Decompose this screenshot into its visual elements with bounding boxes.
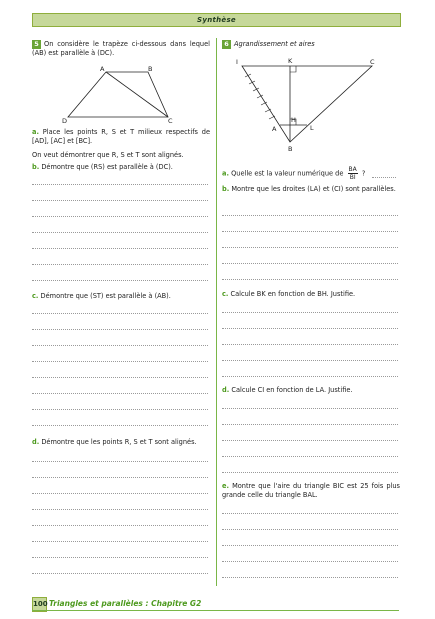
triangle-bic — [242, 66, 372, 142]
fraction-denominator: BI — [349, 174, 356, 181]
answer-line[interactable] — [222, 360, 398, 361]
right-angle-k — [290, 66, 296, 72]
ex6-c-label: c. — [222, 290, 229, 298]
footer-rule — [32, 610, 399, 611]
answer-line[interactable] — [32, 361, 208, 362]
answer-line[interactable] — [32, 525, 208, 526]
answer-line[interactable] — [222, 577, 398, 578]
answer-line[interactable] — [222, 561, 398, 562]
answer-line[interactable] — [222, 312, 398, 313]
ex6-question-a — [222, 166, 402, 181]
section-header: Synthèse — [32, 13, 401, 27]
answer-line[interactable] — [32, 313, 208, 314]
ex5-b-label: b. — [32, 163, 40, 171]
answer-line[interactable] — [222, 440, 398, 441]
answer-line[interactable] — [32, 232, 208, 233]
ex5-intro-text: On considère le trapèze ci-dessous dans lequel (AB) est parallèle à (DC). — [32, 40, 210, 57]
ex5-question-d — [32, 438, 212, 447]
ex6-e-label: e. — [222, 482, 229, 490]
answer-line[interactable] — [222, 344, 398, 345]
ex6-question-c — [222, 290, 402, 299]
point-c-label: C — [370, 58, 375, 66]
ex6-d-label: d. — [222, 386, 230, 394]
answer-line[interactable] — [222, 424, 398, 425]
ex5-note: On veut démontrer que R, S et T sont alignés. — [32, 151, 184, 159]
triangle-figure — [232, 56, 382, 156]
ex5-a-label: a. — [32, 128, 39, 136]
ex6-b-text: Montre que les droites (LA) et (CI) sont parallèles. — [231, 185, 396, 193]
column-divider — [216, 38, 217, 586]
answer-line[interactable] — [32, 329, 208, 330]
trapezoid-shape — [68, 72, 168, 117]
ex6-question-b — [222, 185, 400, 194]
ex6-e-text: Montre que l'aire du triangle BIC est 25 fois plus grande celle du triangle BAL. — [222, 482, 400, 499]
ex5-d-label: d. — [32, 438, 40, 446]
ex6-heading — [222, 40, 400, 49]
answer-line[interactable] — [32, 264, 208, 265]
answer-line[interactable] — [222, 231, 398, 232]
ex6-question-d — [222, 386, 402, 395]
ex6-c-text: Calcule BK en fonction de BH. Justifie. — [230, 290, 356, 298]
point-d-label: D — [62, 117, 68, 125]
point-i-label: I — [236, 58, 238, 66]
answer-line[interactable] — [32, 557, 208, 558]
point-a-label: A — [100, 65, 105, 73]
answer-line[interactable] — [32, 200, 208, 201]
diagonal-ac — [106, 72, 168, 117]
answer-line[interactable] — [32, 345, 208, 346]
trapezoid-figure — [60, 64, 190, 124]
page-number: 100 — [32, 597, 47, 612]
point-c-label: C — [168, 117, 173, 125]
ex6-a-question-mark: ? — [361, 169, 366, 178]
tick-marks — [245, 74, 275, 119]
answer-line[interactable] — [32, 541, 208, 542]
point-h-label: H — [291, 116, 296, 124]
answer-line[interactable] — [222, 545, 398, 546]
answer-line[interactable] — [222, 408, 398, 409]
point-b-label: B — [148, 65, 153, 73]
answer-line[interactable] — [222, 279, 398, 280]
answer-line[interactable] — [222, 513, 398, 514]
answer-line[interactable] — [32, 461, 208, 462]
chapter-title: Triangles et parallèles : Chapitre G2 — [49, 599, 202, 608]
answer-line[interactable] — [32, 280, 208, 281]
ex6-a-label: a. — [222, 169, 229, 178]
point-k-label: K — [288, 57, 293, 65]
ex6-number-badge: 6 — [222, 40, 231, 49]
ex5-question-b — [32, 163, 212, 172]
ex5-number-badge: 5 — [32, 40, 41, 49]
answer-line[interactable] — [32, 377, 208, 378]
answer-line[interactable] — [32, 393, 208, 394]
ex5-b-text: Démontre que (RS) est parallèle à (DC). — [41, 163, 173, 171]
answer-line[interactable] — [32, 477, 208, 478]
fraction-ba-bi — [348, 166, 358, 181]
answer-line[interactable] — [222, 529, 398, 530]
answer-line[interactable] — [32, 248, 208, 249]
ex6-a-text: Quelle est la valeur numérique de — [231, 169, 344, 178]
ex5-a-text: Place les points R, S et T milieux respectifs de [AD], [AC] et [BC]. — [32, 128, 210, 145]
ex6-b-label: b. — [222, 185, 230, 193]
ex5-c-label: c. — [32, 292, 39, 300]
point-l-label: L — [310, 124, 314, 132]
answer-line[interactable] — [32, 425, 208, 426]
answer-line[interactable] — [222, 472, 398, 473]
answer-line[interactable] — [32, 184, 208, 185]
answer-line[interactable] — [222, 215, 398, 216]
ex6-title: Agrandissement et aires — [234, 40, 315, 48]
answer-line[interactable] — [372, 177, 396, 178]
answer-line[interactable] — [32, 573, 208, 574]
answer-line[interactable] — [32, 409, 208, 410]
ex5-question-c — [32, 292, 212, 301]
answer-line[interactable] — [222, 263, 398, 264]
ex5-c-text: Démontre que (ST) est parallèle à (AB). — [40, 292, 171, 300]
fraction-numerator: BA — [348, 166, 357, 173]
ex5-d-text: Démontre que les points R, S et T sont alignés. — [41, 438, 197, 446]
answer-line[interactable] — [222, 456, 398, 457]
answer-line[interactable] — [32, 509, 208, 510]
ex6-d-text: Calcule CI en fonction de LA. Justifie. — [231, 386, 353, 394]
answer-line[interactable] — [222, 376, 398, 377]
ex6-question-e — [222, 482, 400, 500]
answer-line[interactable] — [32, 216, 208, 217]
answer-line[interactable] — [222, 328, 398, 329]
ex5-intro — [32, 40, 210, 58]
point-a-label: A — [272, 125, 277, 133]
answer-line[interactable] — [222, 247, 398, 248]
ex5-question-a — [32, 128, 210, 146]
answer-line[interactable] — [32, 493, 208, 494]
point-b-label: B — [288, 145, 293, 153]
